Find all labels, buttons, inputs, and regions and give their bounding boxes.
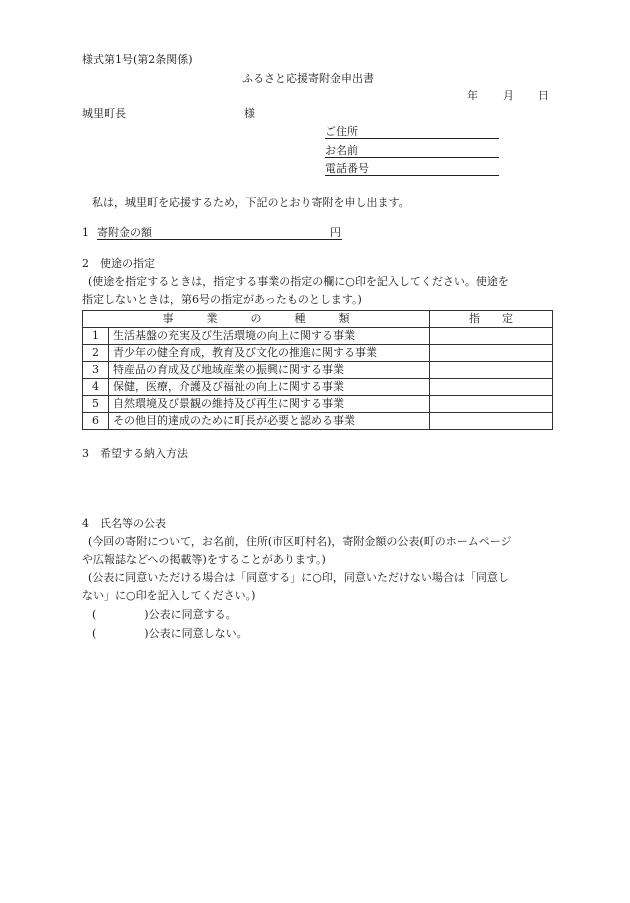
option-disagree[interactable] (92, 627, 248, 640)
phone-label: 電話番号 (325, 162, 369, 175)
row-number: 6 (83, 413, 109, 430)
section4-note1-line1: (今回の寄附について，お名前，住所(市区町村名)，寄附金額の公表(町のホームページ (88, 535, 512, 548)
date-year-label: 年 (467, 89, 478, 102)
section1-label: 寄附金の額 (97, 226, 152, 239)
address-field[interactable] (325, 138, 499, 139)
header-designate: 指 定 (430, 311, 553, 328)
section4-note2-line2: ない」に○印を記入してください。) (82, 589, 256, 602)
row-text: 青少年の健全育成，教育及び文化の推進に関する事業 (109, 345, 430, 362)
name-label: お名前 (325, 144, 358, 157)
designate-cell[interactable] (430, 413, 553, 430)
section2-note-line1: (使途を指定するときは，指定する事業の指定の欄に○印を記入してください。使途を (88, 275, 509, 288)
section1-unit: 円 (330, 226, 341, 239)
section1-number: 1 (82, 226, 89, 239)
table-row (83, 328, 553, 345)
address-label: ご住所 (325, 125, 358, 138)
section4-note2-line1: (公表に同意いただける場合は「同意する」に○印，同意いただけない場合は「同意し (88, 571, 509, 584)
intro-text: 私は，城里町を応援するため，下記のとおり寄附を申し出ます。 (92, 196, 410, 209)
designate-cell[interactable] (430, 379, 553, 396)
usage-table (82, 310, 553, 430)
date-day-label: 日 (538, 89, 549, 102)
date-month-label: 月 (503, 89, 514, 102)
row-text: 生活基盤の充実及び生活環境の向上に関する事業 (109, 328, 430, 345)
option-disagree-label: 公表に同意しない。 (148, 627, 248, 640)
designate-cell[interactable] (430, 328, 553, 345)
section4-note1-line2: や広報誌などへの掲載等)をすることがあります。) (82, 553, 326, 566)
row-text: その他目的達成のために町長が必要と認める事業 (109, 413, 430, 430)
phone-field[interactable] (325, 175, 499, 176)
payment-method-field[interactable] (97, 464, 552, 512)
addressee-honorific: 様 (244, 107, 255, 120)
paren-close: ) (144, 608, 149, 621)
donation-amount-field[interactable] (97, 239, 342, 240)
section3-heading: 3 希望する納入方法 (82, 447, 188, 460)
paren-open: ( (92, 627, 97, 640)
name-field[interactable] (325, 157, 499, 158)
row-text: 特産品の育成及び地域産業の振興に関する事業 (109, 362, 430, 379)
table-header-row (83, 311, 553, 328)
table-row (83, 396, 553, 413)
section2-note-line2: 指定しないときは，第6号の指定があったものとします。) (82, 293, 362, 306)
paren-open: ( (92, 608, 97, 621)
option-agree[interactable] (92, 608, 237, 621)
table-row (83, 362, 553, 379)
row-number: 2 (83, 345, 109, 362)
row-number: 1 (83, 328, 109, 345)
row-number: 5 (83, 396, 109, 413)
designate-cell[interactable] (430, 362, 553, 379)
row-number: 3 (83, 362, 109, 379)
header-project-type: 事 業 の 種 類 (83, 311, 430, 328)
designate-cell[interactable] (430, 396, 553, 413)
section2-heading: 2 使途の指定 (82, 257, 155, 270)
addressee-name: 城里町長 (82, 107, 126, 120)
table-row (83, 379, 553, 396)
form-title: ふるさと応援寄附金申出書 (242, 72, 374, 85)
designate-cell[interactable] (430, 345, 553, 362)
option-agree-label: 公表に同意する。 (148, 608, 237, 621)
table-row (83, 413, 553, 430)
row-number: 4 (83, 379, 109, 396)
paren-close: ) (144, 627, 149, 640)
section4-heading: 4 氏名等の公表 (82, 517, 166, 530)
row-text: 保健，医療，介護及び福祉の向上に関する事業 (109, 379, 430, 396)
row-text: 自然環境及び景観の維持及び再生に関する事業 (109, 396, 430, 413)
table-row (83, 345, 553, 362)
form-number: 様式第1号(第2条関係) (82, 53, 193, 66)
